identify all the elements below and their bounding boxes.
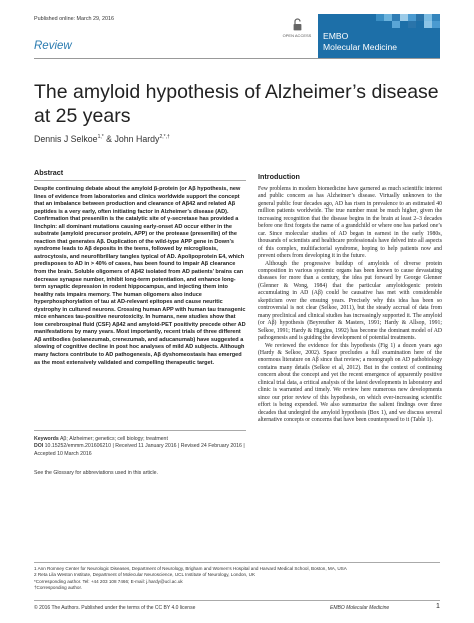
copyright-line: © 2016 The Authors. Published under the terms of the CC BY 4.0 license [34,605,196,611]
body-paragraph: We reviewed the evidence for this hypothesis (Fig 1) a dozen years ago (Hardy & Selkoe, 2002). Space precludes a full examination here of the enormous literature on Aβ since that review; a monograph on AD pathobiology contains many details (Selkoe et al, 2012). But in the context of continuing concern about the concept and yet the recent emergence of apparently positive clinical trial data, a critical analysis of the latest developments in laboratory and clinic is warranted and timely. We review here numerous new developments since our prior review of this hypothesis, on which ever-increasing scientific effort is being expended. We also summarize the salient findings over three decades that undergird the amyloid hypothesis (Box 1), and we discuss several alternative concepts or concerns that have been counterposed to it (Table 1). [258,342,442,424]
author-list [34,134,170,144]
journal-name-line1: EMBO [323,31,349,41]
article-metadata [34,436,246,458]
footnote-divider [34,562,440,563]
abstract-divider-bottom [34,430,246,431]
doi-label: DOI [34,443,44,450]
affiliation-footnote: 1 Ann Romney Center for Neurologic Diseases, Department of Neurology, Brigham and Women’s Hospital and Harvard Medical School, Boston, MA, USA [34,566,347,571]
journal-name-line2: Molecular Medicine [323,42,398,52]
author-name[interactable]: John Hardy [114,134,160,144]
open-lock-icon [293,18,302,31]
keywords-line [34,436,246,443]
article-title: The amyloid hypothesis of Alzheimer’s disease at 25 years [34,81,439,127]
journal-banner [318,14,440,58]
footer-journal-name: EMBO Molecular Medicine [330,605,390,611]
abstract-divider [34,180,246,181]
footnotes [34,566,444,591]
body-paragraph: Few problems in modern biomedicine have garnered as much scientific interest and public concern as has Alzheimer’s disease. Virtually unknown to the general public four decades ago, AD has risen in prevalence to an estimated 40 million patients worldwide. The true number must be much higher, given the increasing recognition that the disease begins in the brain at least 2–3 decades before one first forgets the name of a grandchild or where one has parked one’s car. Since molecular studies of AD began in earnest in the early 1980s, thousands of scientists and healthcare professionals have delved into all aspects of this complex, multifactorial syndrome, hoping to help patients now and prevent others from developing it in the future. [258,186,442,260]
body-paragraph: Although the progressive buildup of amyloids of diverse protein composition in various systemic organs has been known to cause devastating diseases for more than a century, the idea put forward by George Glenner (Glenner & Wong, 1984) that the particular amyloidogenic protein accumulating in AD (Aβ) could be causative has met with considerable skepticism over the ensuing years. Precisely why this idea has been so controversial is not clear (Selkoe, 2011), but the steady accrual of data from many preclinical and clinical studies has increasingly supported it. The amyloid (or Aβ) hypothesis (Beyreuther & Masters, 1991; Hardy & Allsop, 1991; Selkoe, 1991; Hardy & Higgins, 1992) has become the dominant model of AD pathogenesis and is guiding the development of potential treatments. [258,260,442,342]
affiliation-footnote: 2 Reta Lila Weston Institute, Department of Molecular Neuroscience, UCL Institute of Neurology, London, UK [34,572,256,578]
author-separator: & [103,134,115,144]
introduction-heading: Introduction [258,172,300,181]
doi-line [34,443,246,458]
keywords-value: Aβ; Alzheimer; genetics; cell biology; treatment [58,436,168,442]
header-divider [34,58,440,59]
published-date: Published online: March 29, 2016 [34,16,115,22]
keywords-label: Keywords [34,436,59,442]
journal-mosaic-graphic [376,14,440,28]
author-affiliation-mark: 1,* [97,134,104,141]
doi-value[interactable]: 10.15252/emmm.201606210 | Received 11 January 2016 | Revised 24 February 2016 | Accepted 10 March 2016 [34,443,245,457]
section-label: Review [34,40,72,52]
corresponding-author-note: *Corresponding author. Tel: +44 203 108 7466; E-mail: j.hardy@ucl.ac.uk [34,578,183,584]
open-access-badge [282,18,312,38]
footer-divider [34,600,440,601]
abstract-body: Despite continuing debate about the amyloid β-protein (or Aβ hypothesis, new lines of evidence from laboratories and clinics worldwide support the concept that an imbalance between production and clearance of Aβ42 and related Aβ peptides is a very early, often initiating factor in Alzheimer’s disease (AD). Confirmation that presenilin is the catalytic site of γ-secretase has provided a linchpin: all dominant mutations causing early-onset AD occur either in the substrate (amyloid precursor protein, APP) or the protease (presenilin) of the reaction that generates Aβ. Duplication of the wild-type APP gene in Down’s syndrome leads to Aβ deposits in the teens, followed by microgliosis, astrocytosis, and neurofibrillary tangles typical of AD. Apolipoprotein E4, which predisposes to AD in > 40% of cases, has been found to impair Aβ clearance from the brain. Soluble oligomers of Aβ42 isolated from AD patients’ brains can decrease synapse number, inhibit long-term potentiation, and enhance long-term synaptic depression in rodent hippocampus, and injecting them into healthy rats impairs memory. The human oligomers also induce hyperphosphorylation of tau at AD-relevant epitopes and cause neuritic dystrophy in cultured neurons. Crossing human APP with human tau transgenic mice enhances tau-positive neurotoxicity. In humans, new studies show that low cerebrospinal fluid (CSF) Aβ42 and amyloid-PET positivity precede other AD manifestations by many years. Most importantly, recent trials of three different Aβ antibodies (solanezumab, crenezumab, and aducanumab) have suggested a slowing of cognitive decline in post hoc analyses of mild AD subjects. Although many factors contribute to AD pathogenesis, Aβ dyshomeostasis has emerged as the most extensively validated and compelling therapeutic target. [34,186,246,366]
page-number: 1 [436,603,440,610]
author-name[interactable]: Dennis J Selkoe [34,134,98,144]
corresponding-author-note: †Corresponding author. [34,584,83,590]
glossary-note: See the Glossary for abbreviations used in this article. [34,470,158,476]
open-access-label: OPEN ACCESS [282,33,312,38]
author-affiliation-mark: 2,*,† [159,134,170,141]
abstract-heading: Abstract [34,168,64,177]
introduction-body [258,186,442,425]
